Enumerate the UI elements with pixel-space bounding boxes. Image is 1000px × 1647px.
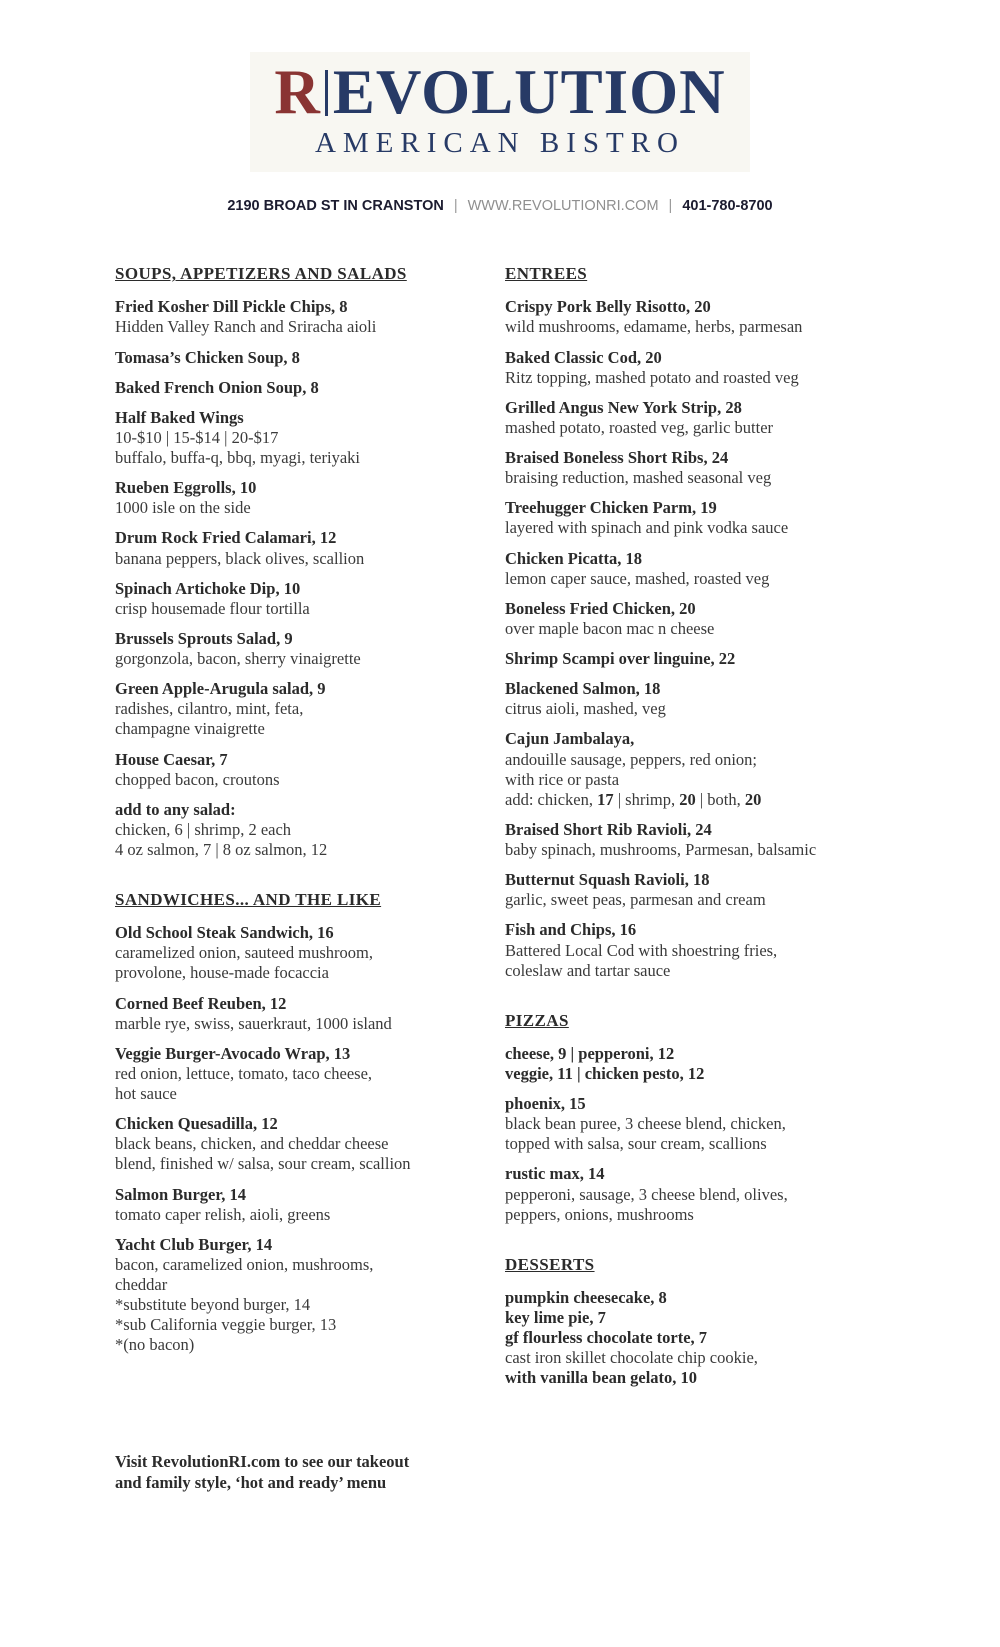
text-segment: add to any salad:	[115, 799, 236, 819]
separator: |	[668, 198, 673, 215]
menu-item-line	[115, 1335, 505, 1355]
menu-item-line	[505, 870, 905, 890]
menu-item-line	[115, 1255, 505, 1275]
footer-note-line: and family style, ‘hot and ready’ menu	[115, 1473, 387, 1492]
text-segment: Corned Beef Reuben, 12	[115, 993, 287, 1013]
menu-item-line	[505, 840, 905, 860]
text-segment: | both,	[695, 789, 745, 809]
menu-item-line	[115, 1084, 505, 1104]
text-segment: hot sauce	[115, 1084, 177, 1103]
menu-item-line	[505, 448, 905, 468]
text-segment: add: chicken,	[505, 789, 598, 809]
menu-item-line	[115, 498, 505, 518]
menu-item-line	[115, 428, 505, 448]
menu-item-line	[505, 1114, 905, 1134]
website-url: WWW.REVOLUTIONRI.COM	[467, 198, 659, 215]
text-segment: Blackened Salmon, 18	[505, 679, 661, 699]
text-segment: pumpkin cheesecake, 8	[505, 1287, 667, 1307]
menu-item-line	[115, 317, 505, 337]
menu-item-line	[115, 923, 505, 943]
menu-item	[115, 1235, 505, 1356]
text-segment: cheddar	[115, 1275, 168, 1294]
menu-section	[505, 1255, 905, 1389]
text-segment: layered with spinach and pink vodka sauce	[505, 518, 789, 538]
text-segment: provolone, house-made focaccia	[115, 963, 329, 983]
text-segment: black bean puree, 3 cheese blend, chicken,	[505, 1114, 786, 1134]
text-segment: *substitute beyond burger, 14	[115, 1295, 311, 1315]
menu-item-line	[505, 619, 905, 639]
menu-item	[115, 750, 505, 790]
menu-section	[505, 264, 905, 981]
menu-item	[115, 297, 505, 337]
menu-item-line	[505, 961, 905, 981]
menu-item-line	[115, 1134, 505, 1154]
menu-item-line	[115, 378, 505, 398]
menu-item-line	[505, 599, 905, 619]
menu-item	[115, 579, 505, 619]
text-segment: 20	[679, 789, 696, 809]
section-title: PIZZAS	[505, 1010, 569, 1030]
text-segment: blend, finished w/ salsa, sour cream, scallion	[115, 1154, 411, 1174]
menu-item	[505, 348, 905, 388]
text-segment: braising reduction, mashed seasonal veg	[505, 468, 772, 488]
text-segment: champagne vinaigrette	[115, 719, 265, 739]
menu-item-line	[505, 790, 905, 810]
menu-item	[115, 629, 505, 669]
footer-note-line: Visit RevolutionRI.com to see our takeout	[115, 1452, 410, 1472]
text-segment: Old School Steak Sandwich, 16	[115, 923, 334, 943]
section-title: DESSERTS	[505, 1254, 595, 1274]
menu-item-line	[115, 1064, 505, 1084]
section-title: SANDWICHES... AND THE LIKE	[115, 890, 382, 910]
menu-item-line	[505, 569, 905, 589]
text-segment: Cajun Jambalaya,	[505, 729, 635, 749]
menu-item-line	[115, 579, 505, 599]
menu-column-left	[115, 264, 505, 1365]
text-segment: radishes, cilantro, mint, feta,	[115, 699, 304, 719]
menu-item	[115, 923, 505, 983]
menu-item	[115, 1114, 505, 1174]
menu-item	[505, 1094, 905, 1154]
menu-item-line	[115, 1044, 505, 1064]
text-segment: topped with salsa, sour cream, scallions	[505, 1134, 767, 1154]
menu-item-line	[115, 1154, 505, 1174]
menu-item	[505, 679, 905, 719]
menu-item-line	[115, 297, 505, 317]
text-segment: Tomasa’s Chicken Soup, 8	[115, 347, 300, 367]
text-segment: Braised Boneless Short Ribs, 24	[505, 448, 729, 467]
menu-item-line	[115, 528, 505, 548]
street-address: 2190 BROAD ST IN CRANSTON	[227, 198, 444, 215]
logo-divider-bar	[325, 70, 328, 116]
menu-item-line	[505, 1308, 905, 1328]
menu-column-right	[505, 264, 905, 1398]
text-segment: Spinach Artichoke Dip, 10	[115, 578, 301, 598]
text-segment: chopped bacon, croutons	[115, 769, 280, 789]
text-segment: garlic, sweet peas, parmesan and cream	[505, 890, 766, 910]
logo-wordmark	[274, 57, 726, 127]
menu-columns	[0, 264, 1000, 1398]
menu-item-line	[505, 770, 905, 790]
text-segment: 10-$10 | 15-$14 | 20-$17	[115, 427, 279, 447]
contact-line	[0, 198, 1000, 214]
menu-item	[505, 549, 905, 589]
text-segment: 1000 isle on the side	[115, 498, 251, 518]
text-segment: over maple bacon mac n cheese	[505, 618, 715, 638]
menu-item-line	[505, 1134, 905, 1154]
text-segment: 4 oz salmon, 7 | 8 oz salmon, 12	[115, 840, 328, 859]
text-segment: Baked French Onion Soup, 8	[115, 377, 319, 397]
menu-item-line	[115, 679, 505, 699]
menu-item	[505, 870, 905, 910]
text-segment: peppers, onions, mushrooms	[505, 1204, 694, 1224]
text-segment: Veggie Burger-Avocado Wrap, 13	[115, 1043, 351, 1063]
text-segment: caramelized onion, sauteed mushroom,	[115, 943, 373, 963]
text-segment: 17	[597, 789, 614, 809]
text-segment: mashed potato, roasted veg, garlic butter	[505, 417, 774, 437]
text-segment: lemon caper sauce, mashed, roasted veg	[505, 568, 770, 588]
text-segment: cast iron skillet chocolate chip cookie,	[505, 1348, 758, 1368]
menu-item	[505, 1288, 905, 1389]
text-segment: buffalo, buffa-q, bbq, myagi, teriyaki	[115, 448, 360, 467]
menu-item-line	[115, 963, 505, 983]
logo-evolution-text: EVOLUTION	[332, 57, 726, 127]
menu-item	[505, 498, 905, 538]
menu-item-line	[115, 699, 505, 719]
menu-item	[115, 800, 505, 860]
menu-item-line	[115, 820, 505, 840]
menu-item-line	[115, 943, 505, 963]
text-segment: Half Baked Wings	[115, 407, 244, 427]
menu-item	[115, 1185, 505, 1225]
menu-section	[115, 264, 505, 860]
text-segment: wild mushrooms, edamame, herbs, parmesan	[505, 317, 803, 337]
text-segment: Crispy Pork Belly Risotto, 20	[505, 297, 711, 317]
separator: |	[453, 198, 458, 215]
menu-item-line	[505, 518, 905, 538]
text-segment: | shrimp,	[613, 789, 680, 809]
text-segment: with vanilla bean gelato, 10	[505, 1368, 698, 1388]
text-segment: rustic max, 14	[505, 1164, 605, 1184]
menu-item-line	[115, 840, 505, 860]
text-segment: Brussels Sprouts Salad, 9	[115, 628, 293, 648]
menu-item	[115, 478, 505, 518]
menu-item	[505, 1044, 905, 1084]
menu-item-line	[115, 1205, 505, 1225]
text-segment: bacon, caramelized onion, mushrooms,	[115, 1254, 374, 1274]
text-segment: Chicken Quesadilla, 12	[115, 1114, 278, 1134]
menu-section	[505, 1011, 905, 1225]
menu-item	[505, 920, 905, 980]
text-segment: tomato caper relish, aioli, greens	[115, 1204, 331, 1224]
menu-item-line	[115, 1315, 505, 1335]
menu-item	[115, 348, 505, 368]
text-segment: House Caesar, 7	[115, 749, 228, 769]
menu-item-line	[505, 1164, 905, 1184]
menu-item	[505, 297, 905, 337]
menu-item-line	[505, 317, 905, 337]
text-segment: Butternut Squash Ravioli, 18	[505, 870, 710, 890]
text-segment: Fried Kosher Dill Pickle Chips, 8	[115, 297, 348, 317]
menu-item-line	[115, 1275, 505, 1295]
menu-item-line	[115, 1295, 505, 1315]
menu-item-line	[505, 1094, 905, 1114]
menu-item	[115, 378, 505, 398]
text-segment: chicken, 6 | shrimp, 2 each	[115, 819, 292, 839]
menu-item	[505, 729, 905, 810]
menu-item-line	[505, 498, 905, 518]
section-title: SOUPS, APPETIZERS AND SALADS	[115, 264, 407, 284]
menu-item	[115, 1044, 505, 1104]
text-segment: Yacht Club Burger, 14	[115, 1234, 273, 1254]
text-segment: Green Apple-Arugula salad, 9	[115, 679, 326, 699]
text-segment: with rice or pasta	[505, 769, 620, 789]
menu-item-line	[115, 348, 505, 368]
menu-item-line	[115, 719, 505, 739]
menu-section	[115, 890, 505, 1355]
text-segment: Braised Short Rib Ravioli, 24	[505, 819, 712, 839]
menu-item-line	[115, 599, 505, 619]
text-segment: baby spinach, mushrooms, Parmesan, balsamic	[505, 840, 817, 859]
text-segment: Grilled Angus New York Strip, 28	[505, 397, 742, 417]
menu-item-line	[505, 1328, 905, 1348]
text-segment: red onion, lettuce, tomato, taco cheese,	[115, 1063, 373, 1083]
text-segment: Boneless Fried Chicken, 20	[505, 598, 696, 618]
text-segment: Fish and Chips, 16	[505, 920, 637, 940]
menu-item-line	[505, 1288, 905, 1308]
menu-item-line	[115, 629, 505, 649]
text-segment: *sub California veggie burger, 13	[115, 1315, 337, 1335]
menu-item-line	[505, 729, 905, 749]
menu-item-line	[115, 800, 505, 820]
menu-item-line	[505, 1064, 905, 1084]
menu-item-line	[115, 448, 505, 468]
menu-item-line	[505, 890, 905, 910]
menu-item	[505, 398, 905, 438]
menu-item-line	[505, 820, 905, 840]
text-segment: Battered Local Cod with shoestring fries,	[505, 940, 778, 960]
menu-item	[505, 599, 905, 639]
text-segment: black beans, chicken, and cheddar cheese	[115, 1134, 389, 1154]
menu-item-line	[505, 1205, 905, 1225]
text-segment: Baked Classic Cod, 20	[505, 347, 662, 367]
menu-item-line	[505, 679, 905, 699]
menu-item	[505, 1164, 905, 1224]
header	[0, 0, 1000, 214]
text-segment: marble rye, swiss, sauerkraut, 1000 island	[115, 1013, 392, 1033]
text-segment: key lime pie, 7	[505, 1307, 606, 1327]
menu-item-line	[115, 478, 505, 498]
menu-item-line	[505, 699, 905, 719]
menu-item-line	[505, 368, 905, 388]
text-segment: pepperoni, sausage, 3 cheese blend, olives,	[505, 1184, 788, 1204]
menu-item-line	[115, 1185, 505, 1205]
text-segment: citrus aioli, mashed, veg	[505, 699, 666, 719]
menu-item-line	[505, 1348, 905, 1368]
logo-subtitle: AMERICAN BISTRO	[314, 127, 686, 160]
text-segment: Treehugger Chicken Parm, 19	[505, 498, 717, 518]
menu-item	[505, 820, 905, 860]
menu-item	[115, 994, 505, 1034]
logo-letter-r: R	[274, 57, 321, 127]
menu-item-line	[505, 398, 905, 418]
menu-item-line	[505, 649, 905, 669]
text-segment: *(no bacon)	[115, 1335, 195, 1355]
text-segment: Salmon Burger, 14	[115, 1184, 246, 1204]
text-segment: crisp housemade flour tortilla	[115, 598, 310, 618]
text-segment: 20	[744, 789, 762, 809]
menu-item-line	[115, 750, 505, 770]
text-segment: banana peppers, black olives, scallion	[115, 548, 365, 568]
menu-item-line	[115, 770, 505, 790]
menu-item-line	[505, 1044, 905, 1064]
text-segment: gorgonzola, bacon, sherry vinaigrette	[115, 649, 361, 668]
menu-item-line	[505, 468, 905, 488]
text-segment: Drum Rock Fried Calamari, 12	[115, 528, 337, 548]
menu-item	[115, 408, 505, 468]
text-segment: Ritz topping, mashed potato and roasted veg	[505, 367, 799, 387]
menu-item-line	[505, 549, 905, 569]
text-segment: cheese, 9 | pepperoni, 12	[505, 1043, 675, 1063]
menu-item-line	[505, 297, 905, 317]
menu-item-line	[115, 408, 505, 428]
menu-item	[115, 679, 505, 739]
footer-note	[0, 1452, 1000, 1493]
menu-item-line	[505, 418, 905, 438]
text-segment: gf flourless chocolate torte, 7	[505, 1328, 708, 1347]
text-segment: veggie, 11 | chicken pesto, 12	[505, 1063, 705, 1083]
text-segment: andouille sausage, peppers, red onion;	[505, 749, 758, 769]
menu-item-line	[115, 1114, 505, 1134]
text-segment: Rueben Eggrolls, 10	[115, 478, 257, 498]
menu-item-line	[115, 994, 505, 1014]
menu-item-line	[115, 1235, 505, 1255]
menu-item-line	[505, 920, 905, 940]
menu-item-line	[505, 1368, 905, 1388]
menu-item-line	[115, 1014, 505, 1034]
menu-item-line	[505, 1185, 905, 1205]
menu-item-line	[505, 348, 905, 368]
text-segment: phoenix, 15	[505, 1094, 586, 1113]
restaurant-logo	[250, 52, 749, 172]
text-segment: Hidden Valley Ranch and Sriracha aioli	[115, 317, 377, 337]
phone-number: 401-780-8700	[682, 198, 773, 215]
section-title: ENTREES	[505, 264, 588, 284]
menu-item-line	[115, 649, 505, 669]
text-segment: Chicken Picatta, 18	[505, 548, 643, 568]
menu-item	[505, 649, 905, 669]
menu-item	[115, 528, 505, 568]
text-segment: coleslaw and tartar sauce	[505, 960, 671, 980]
menu-item-line	[115, 549, 505, 569]
menu-item	[505, 448, 905, 488]
menu-item-line	[505, 750, 905, 770]
text-segment: Shrimp Scampi over linguine, 22	[505, 649, 736, 668]
menu-item-line	[505, 941, 905, 961]
